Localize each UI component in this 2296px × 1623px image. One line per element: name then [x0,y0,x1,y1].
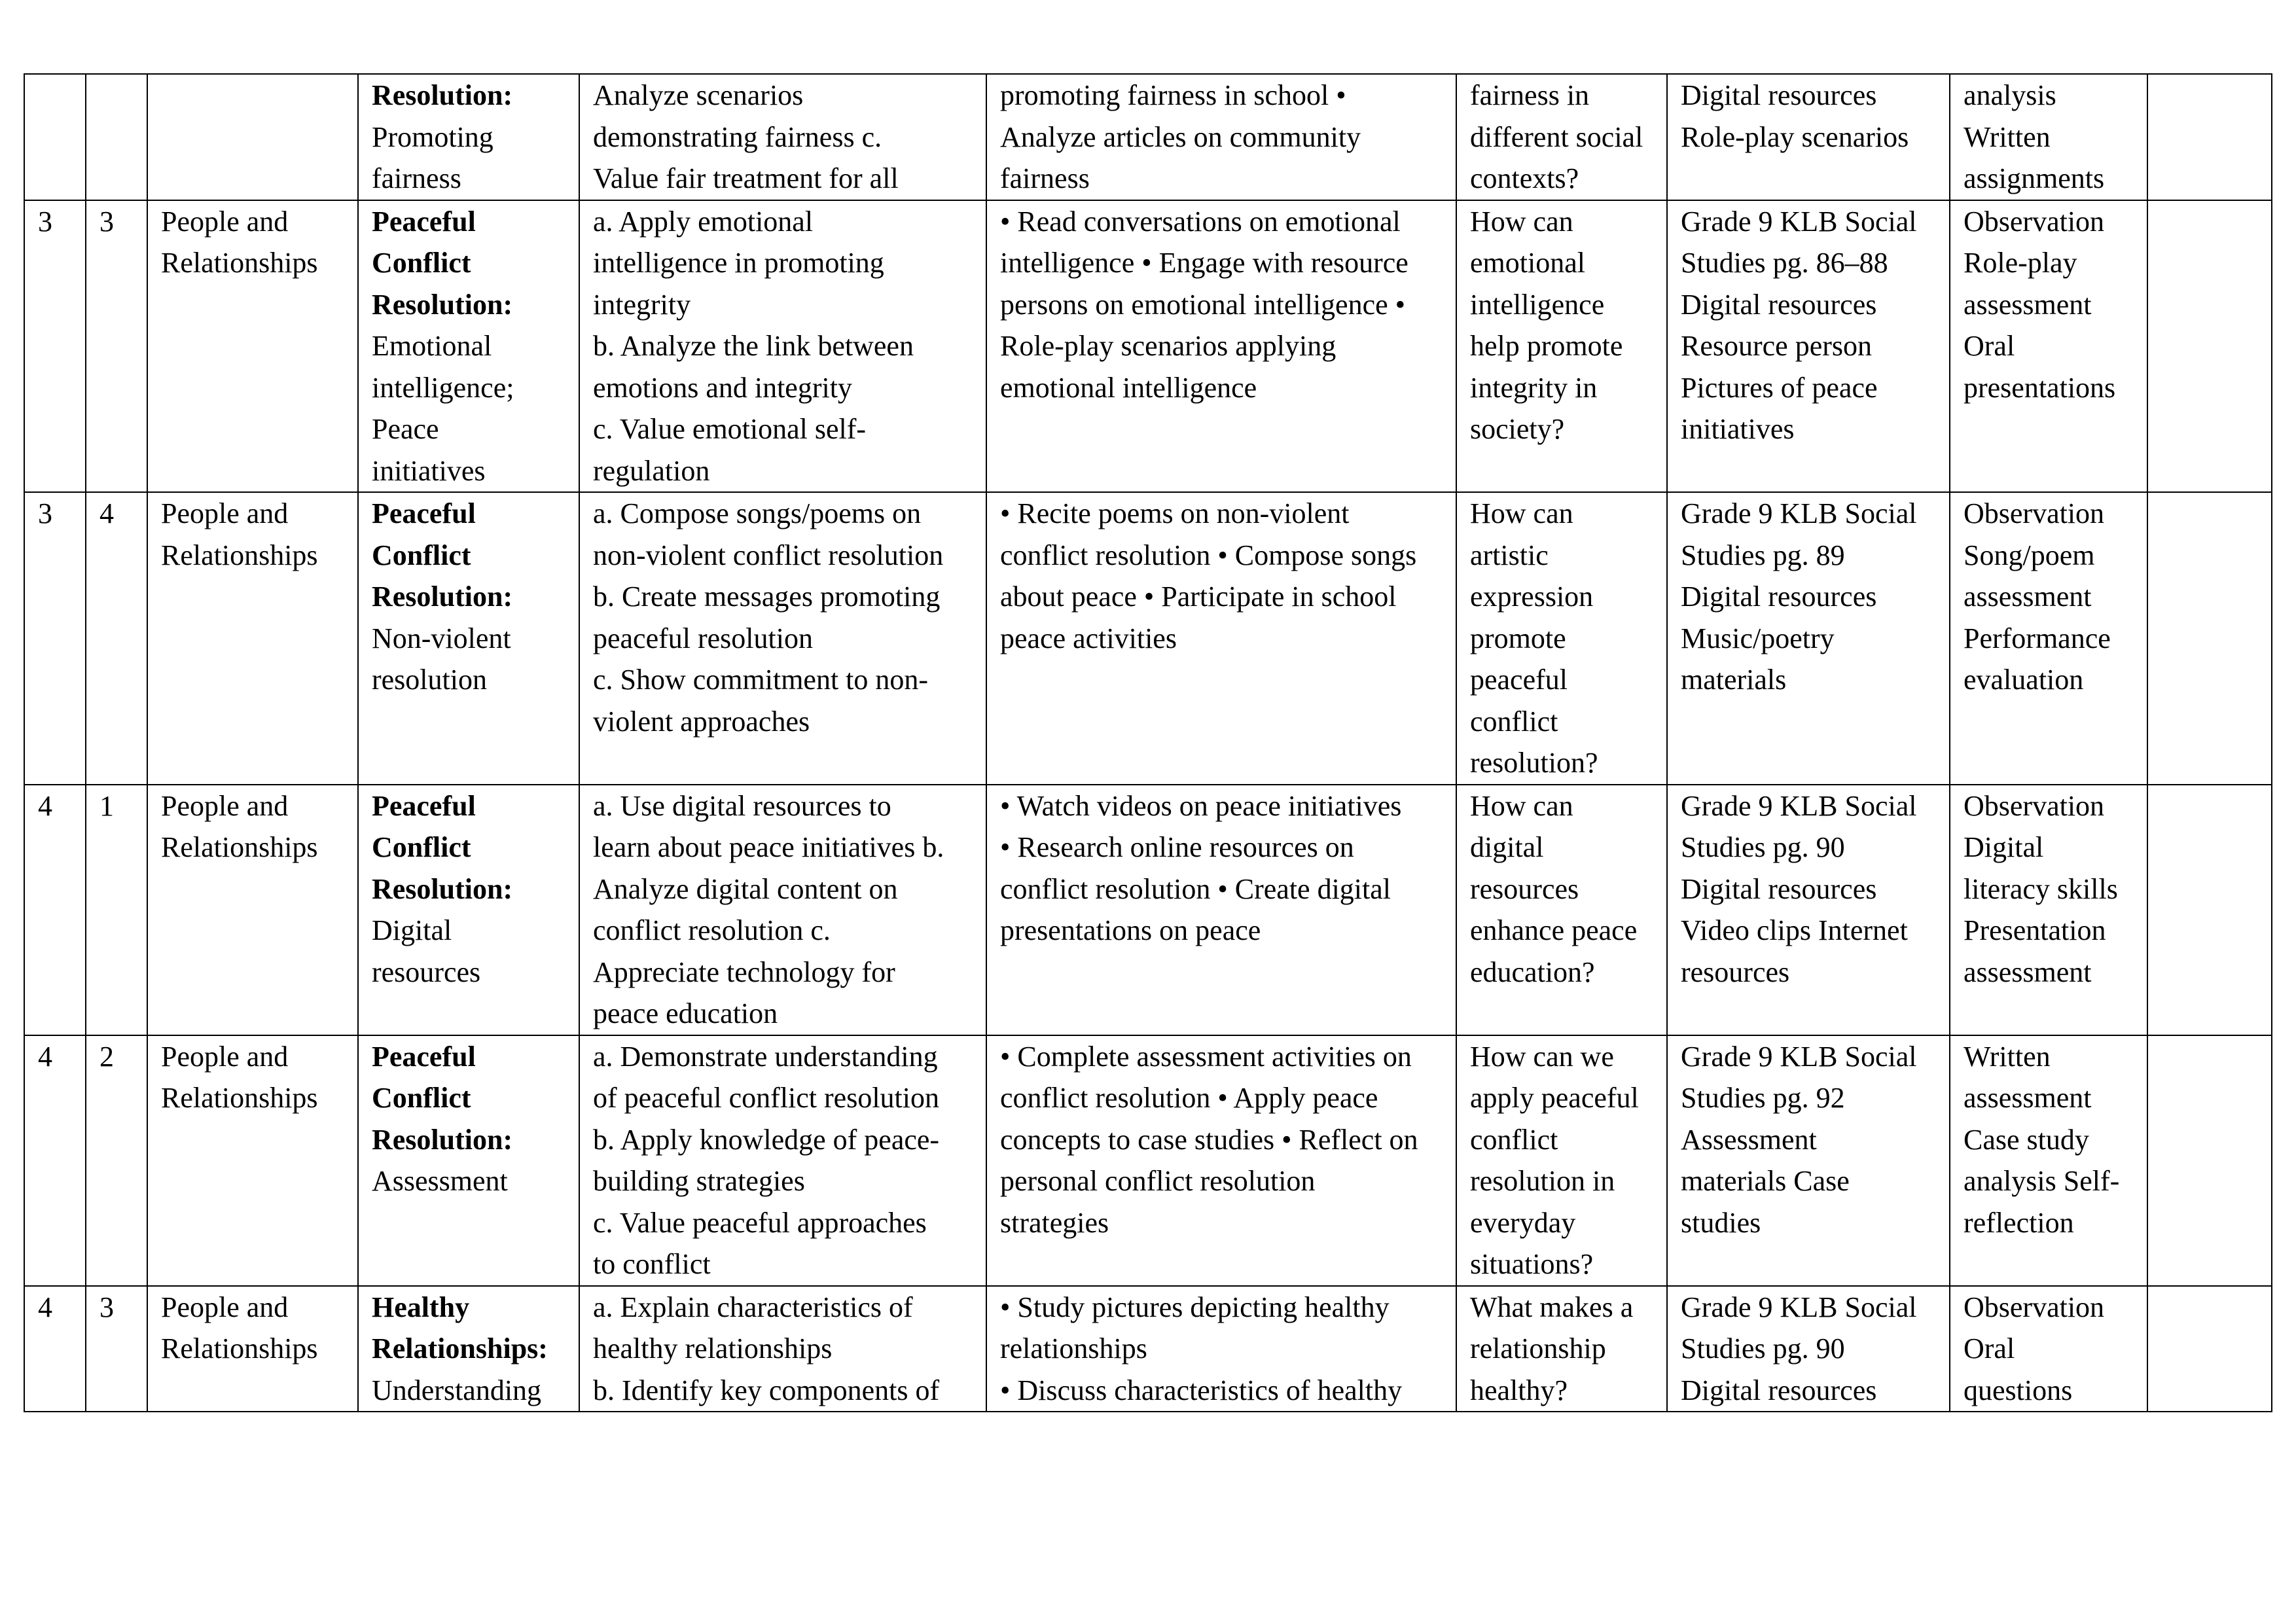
learning-resources-cell-line: initiatives [1681,413,1795,445]
table-row [24,1286,2272,1412]
substrand-heading-line: Resolution: [372,79,513,111]
remarks-cell [2147,785,2272,1035]
learning-resources-cell-line: Grade 9 KLB Social [1681,1040,1917,1073]
assessment-methods-cell-line: Performance [1964,622,2111,654]
learning-resources-cell-line: Studies pg. 90 [1681,1332,1845,1364]
assessment-methods-cell-line: Written [1964,1040,2051,1073]
week-cell: 4 [24,1035,86,1286]
strand-cell-line: Relationships [161,247,318,279]
key-inquiry-question-cell-line: apply peaceful [1470,1082,1639,1114]
strand-cell [147,200,358,493]
learning-resources-cell-line: materials Case [1681,1165,1850,1197]
key-inquiry-question-cell-line: digital [1470,831,1544,863]
strand-cell [147,1286,358,1412]
learning-experiences-cell [986,785,1456,1035]
key-inquiry-question-cell-line: fairness in [1470,79,1590,111]
assessment-methods-cell-line: Observation [1964,1291,2105,1323]
learning-outcomes-cell-line: b. Identify key components of [593,1374,940,1406]
learning-resources-cell-line: Resource person [1681,330,1873,362]
learning-outcomes-cell-line: c. Value peaceful approaches [593,1206,927,1239]
learning-experiences-cell-line: personal conflict resolution [1000,1165,1316,1197]
assessment-methods-cell-line: Observation [1964,789,2105,822]
week-cell: 3 [24,200,86,493]
assessment-methods-cell [1950,74,2147,200]
learning-resources-cell-line: Grade 9 KLB Social [1681,205,1917,238]
substrand-heading-line: Resolution: [372,288,513,321]
learning-outcomes-cell-line: a. Compose songs/poems on [593,497,922,529]
strand-cell [147,785,358,1035]
substrand-heading-line: Healthy [372,1291,470,1323]
key-inquiry-question-cell [1456,785,1667,1035]
assessment-methods-cell-line: assessment [1964,955,2092,988]
learning-experiences-cell-line: conflict resolution • Create digital [1000,872,1391,905]
key-inquiry-question-cell [1456,492,1667,785]
learning-resources-cell-line: Digital resources [1681,79,1877,111]
learning-outcomes-cell-line: violent approaches [593,705,810,738]
learning-experiences-cell-line: conflict resolution • Apply peace [1000,1082,1378,1114]
table-row [24,74,2272,200]
substrand-text-line: initiatives [372,454,486,487]
key-inquiry-question-cell-line: contexts? [1470,162,1579,194]
substrand-text-line: resources [372,955,481,988]
learning-outcomes-cell-line: building strategies [593,1165,805,1197]
table-body [24,74,2272,1412]
strand-cell-line: Relationships [161,1082,318,1114]
substrand-cell [358,200,579,493]
assessment-methods-cell-line: Role-play [1964,247,2077,279]
substrand-heading-line: Conflict [372,247,471,279]
key-inquiry-question-cell [1456,1286,1667,1412]
assessment-methods-cell-line: questions [1964,1374,2073,1406]
remarks-cell [2147,74,2272,200]
assessment-methods-cell-line: analysis Self- [1964,1165,2120,1197]
assessment-methods-cell-line: Case study [1964,1123,2089,1156]
substrand-cell [358,74,579,200]
learning-resources-cell-line: resources [1681,955,1790,988]
remarks-cell [2147,1286,2272,1412]
substrand-text-line: Assessment [372,1165,508,1197]
week-cell: 4 [24,1286,86,1412]
key-inquiry-question-cell-line: How can [1470,789,1573,822]
learning-outcomes-cell-line: peaceful resolution [593,622,813,654]
learning-resources-cell-line: Studies pg. 86–88 [1681,247,1888,279]
scheme-of-work-table [24,73,2272,1412]
learning-outcomes-cell-line: emotions and integrity [593,371,852,404]
learning-experiences-cell-line: peace activities [1000,622,1177,654]
assessment-methods-cell-line: Observation [1964,205,2105,238]
learning-resources-cell [1667,492,1950,785]
assessment-methods-cell [1950,785,2147,1035]
substrand-cell [358,492,579,785]
assessment-methods-cell-line: analysis [1964,79,2056,111]
learning-resources-cell-line: Digital resources [1681,872,1877,905]
learning-experiences-cell [986,1035,1456,1286]
lesson-cell [86,74,147,200]
learning-experiences-cell-line: fairness [1000,162,1090,194]
key-inquiry-question-cell-line: society? [1470,413,1565,445]
key-inquiry-question-cell-line: resolution? [1470,747,1598,779]
learning-resources-cell-line: Grade 9 KLB Social [1681,1291,1917,1323]
strand-cell [147,74,358,200]
substrand-text-line: resolution [372,664,487,696]
learning-experiences-cell-line: presentations on peace [1000,914,1261,946]
key-inquiry-question-cell-line: everyday [1470,1206,1576,1239]
table-row [24,492,2272,785]
substrand-text-line: Non-violent [372,622,511,654]
strand-cell-line: People and [161,205,289,238]
key-inquiry-question-cell-line: situations? [1470,1248,1594,1280]
learning-experiences-cell-line: • Read conversations on emotional [1000,205,1401,238]
learning-resources-cell-line: Role-play scenarios [1681,120,1909,153]
key-inquiry-question-cell-line: education? [1470,955,1595,988]
assessment-methods-cell-line: presentations [1964,371,2116,404]
substrand-cell [358,1035,579,1286]
learning-outcomes-cell-line: integrity [593,288,691,321]
lesson-cell: 1 [86,785,147,1035]
key-inquiry-question-cell-line: How can [1470,497,1573,529]
key-inquiry-question-cell-line: How can [1470,205,1573,238]
lesson-cell: 3 [86,200,147,493]
learning-resources-cell-line: Digital resources [1681,1374,1877,1406]
learning-resources-cell-line: Grade 9 KLB Social [1681,789,1917,822]
key-inquiry-question-cell-line: resolution in [1470,1165,1615,1197]
learning-outcomes-cell-line: healthy relationships [593,1332,833,1364]
learning-outcomes-cell [579,74,986,200]
learning-resources-cell-line: Studies pg. 92 [1681,1082,1845,1114]
learning-outcomes-cell-line: b. Apply knowledge of peace- [593,1123,940,1156]
key-inquiry-question-cell-line: relationship [1470,1332,1606,1364]
learning-outcomes-cell-line: b. Create messages promoting [593,580,941,613]
learning-resources-cell [1667,785,1950,1035]
learning-resources-cell [1667,200,1950,493]
assessment-methods-cell-line: assignments [1964,162,2105,194]
learning-resources-cell [1667,1286,1950,1412]
learning-experiences-cell-line: • Complete assessment activities on [1000,1040,1412,1073]
learning-resources-cell-line: studies [1681,1206,1761,1239]
learning-resources-cell-line: Digital resources [1681,580,1877,613]
assessment-methods-cell-line: Digital [1964,831,2044,863]
substrand-text-line: Peace [372,413,439,445]
learning-experiences-cell-line: Role-play scenarios applying [1000,330,1336,362]
learning-experiences-cell-line: • Research online resources on [1000,831,1354,863]
learning-resources-cell-line: Digital resources [1681,288,1877,321]
learning-outcomes-cell-line: Analyze digital content on [593,872,898,905]
assessment-methods-cell-line: Song/poem [1964,539,2095,571]
substrand-cell [358,785,579,1035]
learning-outcomes-cell [579,492,986,785]
substrand-heading-line: Peaceful [372,205,476,238]
key-inquiry-question-cell-line: resources [1470,872,1579,905]
learning-outcomes-cell-line: to conflict [593,1248,711,1280]
assessment-methods-cell-line: Presentation [1964,914,2106,946]
assessment-methods-cell [1950,1035,2147,1286]
lesson-cell: 2 [86,1035,147,1286]
assessment-methods-cell-line: Oral [1964,330,2015,362]
strand-cell-line: People and [161,1291,289,1323]
strand-cell [147,492,358,785]
strand-cell-line: People and [161,1040,289,1073]
key-inquiry-question-cell-line: conflict [1470,1123,1558,1156]
learning-outcomes-cell-line: regulation [593,454,710,487]
scheme-of-work-page [24,73,2271,1412]
learning-experiences-cell-line: about peace • Participate in school [1000,580,1397,613]
assessment-methods-cell [1950,200,2147,493]
key-inquiry-question-cell-line: intelligence [1470,288,1605,321]
key-inquiry-question-cell-line: emotional [1470,247,1585,279]
substrand-cell [358,1286,579,1412]
substrand-heading-line: Relationships: [372,1332,548,1364]
learning-experiences-cell-line: Analyze articles on community [1000,120,1361,153]
key-inquiry-question-cell-line: What makes a [1470,1291,1634,1323]
learning-experiences-cell-line: promoting fairness in school • [1000,79,1346,111]
strand-cell-line: Relationships [161,539,318,571]
learning-experiences-cell [986,74,1456,200]
learning-outcomes-cell-line: b. Analyze the link between [593,330,914,362]
remarks-cell [2147,492,2272,785]
key-inquiry-question-cell-line: healthy? [1470,1374,1568,1406]
substrand-text-line: Digital [372,914,452,946]
substrand-text-line: fairness [372,162,461,194]
substrand-heading-line: Conflict [372,1082,471,1114]
assessment-methods-cell-line: Written [1964,120,2051,153]
learning-resources-cell [1667,1035,1950,1286]
substrand-heading-line: Peaceful [372,497,476,529]
learning-experiences-cell [986,1286,1456,1412]
key-inquiry-question-cell-line: enhance peace [1470,914,1638,946]
learning-resources-cell-line: materials [1681,664,1787,696]
substrand-text-line: Understanding [372,1374,542,1406]
learning-outcomes-cell-line: c. Value emotional self- [593,413,867,445]
assessment-methods-cell-line: Observation [1964,497,2105,529]
strand-cell-line: People and [161,789,289,822]
learning-experiences-cell-line: • Watch videos on peace initiatives [1000,789,1402,822]
learning-outcomes-cell [579,785,986,1035]
assessment-methods-cell-line: reflection [1964,1206,2074,1239]
learning-outcomes-cell-line: conflict resolution c. [593,914,831,946]
learning-outcomes-cell [579,1035,986,1286]
learning-outcomes-cell-line: a. Apply emotional [593,205,814,238]
substrand-heading-line: Resolution: [372,580,513,613]
learning-outcomes-cell-line: a. Explain characteristics of [593,1291,913,1323]
learning-experiences-cell-line: intelligence • Engage with resource [1000,247,1408,279]
assessment-methods-cell-line: assessment [1964,288,2092,321]
assessment-methods-cell-line: literacy skills [1964,872,2118,905]
key-inquiry-question-cell-line: expression [1470,580,1594,613]
key-inquiry-question-cell [1456,200,1667,493]
assessment-methods-cell-line: evaluation [1964,664,2084,696]
learning-resources-cell-line: Music/poetry [1681,622,1835,654]
strand-cell-line: Relationships [161,1332,318,1364]
lesson-cell: 3 [86,1286,147,1412]
substrand-text-line: Emotional [372,330,492,362]
strand-cell-line: Relationships [161,831,318,863]
remarks-cell [2147,1035,2272,1286]
week-cell [24,74,86,200]
learning-experiences-cell-line: concepts to case studies • Reflect on [1000,1123,1418,1156]
substrand-heading-line: Peaceful [372,1040,476,1073]
remarks-cell [2147,200,2272,493]
learning-resources-cell [1667,74,1950,200]
key-inquiry-question-cell [1456,1035,1667,1286]
assessment-methods-cell-line: assessment [1964,580,2092,613]
table-row [24,1035,2272,1286]
learning-experiences-cell [986,200,1456,493]
learning-experiences-cell-line: relationships [1000,1332,1147,1364]
learning-outcomes-cell-line: demonstrating fairness c. [593,120,882,153]
learning-outcomes-cell-line: non-violent conflict resolution [593,539,944,571]
key-inquiry-question-cell-line: promote [1470,622,1566,654]
learning-outcomes-cell [579,1286,986,1412]
learning-outcomes-cell-line: a. Use digital resources to [593,789,891,822]
assessment-methods-cell [1950,492,2147,785]
key-inquiry-question-cell [1456,74,1667,200]
assessment-methods-cell-line: assessment [1964,1082,2092,1114]
substrand-heading-line: Conflict [372,539,471,571]
learning-resources-cell-line: Assessment [1681,1123,1817,1156]
strand-cell [147,1035,358,1286]
learning-outcomes-cell [579,200,986,493]
key-inquiry-question-cell-line: artistic [1470,539,1549,571]
learning-experiences-cell-line: strategies [1000,1206,1109,1239]
learning-experiences-cell-line: persons on emotional intelligence • [1000,288,1406,321]
learning-outcomes-cell-line: c. Show commitment to non- [593,664,929,696]
learning-resources-cell-line: Studies pg. 89 [1681,539,1845,571]
key-inquiry-question-cell-line: help promote [1470,330,1623,362]
learning-outcomes-cell-line: Analyze scenarios [593,79,804,111]
assessment-methods-cell-line: Oral [1964,1332,2015,1364]
learning-outcomes-cell-line: peace education [593,997,778,1029]
learning-outcomes-cell-line: Value fair treatment for all [593,162,899,194]
key-inquiry-question-cell-line: How can we [1470,1040,1614,1073]
learning-experiences-cell-line: • Study pictures depicting healthy [1000,1291,1390,1323]
substrand-heading-line: Conflict [372,831,471,863]
week-cell: 3 [24,492,86,785]
substrand-heading-line: Resolution: [372,1123,513,1156]
strand-cell-line: People and [161,497,289,529]
learning-outcomes-cell-line: of peaceful conflict resolution [593,1082,940,1114]
substrand-heading-line: Peaceful [372,789,476,822]
key-inquiry-question-cell-line: different social [1470,120,1643,153]
learning-experiences-cell-line: • Discuss characteristics of healthy [1000,1374,1403,1406]
learning-resources-cell-line: Grade 9 KLB Social [1681,497,1917,529]
learning-resources-cell-line: Pictures of peace [1681,371,1878,404]
learning-resources-cell-line: Video clips Internet [1681,914,1908,946]
learning-experiences-cell [986,492,1456,785]
key-inquiry-question-cell-line: integrity in [1470,371,1598,404]
substrand-text-line: Promoting [372,120,493,153]
learning-outcomes-cell-line: a. Demonstrate understanding [593,1040,938,1073]
learning-outcomes-cell-line: intelligence in promoting [593,247,884,279]
learning-resources-cell-line: Studies pg. 90 [1681,831,1845,863]
substrand-heading-line: Resolution: [372,872,513,905]
week-cell: 4 [24,785,86,1035]
learning-experiences-cell-line: emotional intelligence [1000,371,1257,404]
lesson-cell: 4 [86,492,147,785]
learning-experiences-cell-line: conflict resolution • Compose songs [1000,539,1417,571]
key-inquiry-question-cell-line: conflict [1470,705,1558,738]
learning-experiences-cell-line: • Recite poems on non-violent [1000,497,1350,529]
key-inquiry-question-cell-line: peaceful [1470,664,1568,696]
table-row [24,200,2272,493]
substrand-text-line: intelligence; [372,371,514,404]
learning-outcomes-cell-line: Appreciate technology for [593,955,895,988]
learning-outcomes-cell-line: learn about peace initiatives b. [593,831,944,863]
table-row [24,785,2272,1035]
assessment-methods-cell [1950,1286,2147,1412]
